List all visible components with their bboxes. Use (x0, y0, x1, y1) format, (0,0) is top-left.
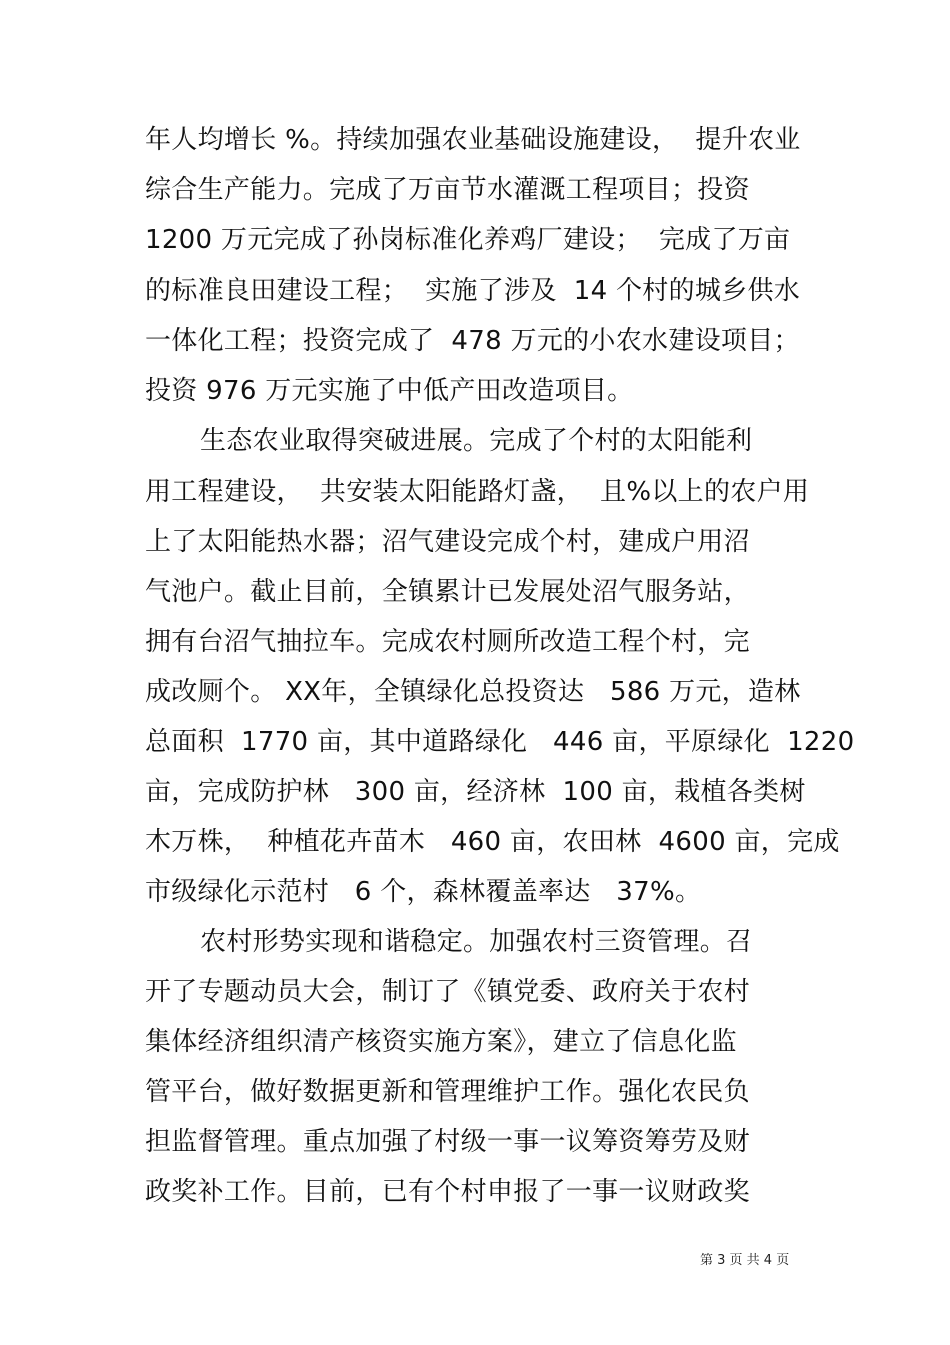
text-line: 年人均增长 %。持续加强农业基础设施建设， 提升农业 (145, 125, 801, 155)
text-line: 政奖补工作。目前，已有个村申报了一事一议财政奖 (145, 1177, 750, 1207)
text-line: 农村形势实现和谐稳定。加强农村三资管理。召 (200, 927, 753, 957)
text-line: 综合生产能力。完成了万亩节水灌溉工程项目；投资 (145, 175, 750, 205)
text-line: 气池户。截止目前，全镇累计已发展处沼气服务站， (145, 577, 750, 607)
text-line: 市级绿化示范村 6 个，森林覆盖率达 37%。 (145, 877, 702, 907)
text-line: 1200 万元完成了孙岗标准化养鸡厂建设； 完成了万亩 (145, 225, 791, 255)
text-line: 开了专题动员大会，制订了《镇党委、政府关于农村 (145, 977, 750, 1007)
text-line: 亩，完成防护林 300 亩，经济林 100 亩，栽植各类树 (145, 777, 806, 807)
text-line: 木万株， 种植花卉苗木 460 亩，农田林 4600 亩，完成 (145, 827, 840, 857)
text-line: 集体经济组织清产核资实施方案》，建立了信息化监 (145, 1027, 737, 1057)
text-line: 投资 976 万元实施了中低产田改造项目。 (145, 376, 634, 406)
text-line: 拥有台沼气抽拉车。完成农村厕所改造工程个村，完 (145, 627, 750, 657)
page-number: 第 3 页 共 4 页 (700, 1253, 790, 1268)
text-line: 用工程建设， 共安装太阳能路灯盏， 且%以上的农户用 (145, 477, 810, 507)
text-line: 一体化工程；投资完成了 478 万元的小农水建设项目； (145, 326, 800, 356)
text-line: 成改厕个。 XX年，全镇绿化总投资达 586 万元，造林 (145, 677, 801, 707)
text-line: 的标准良田建设工程； 实施了涉及 14 个村的城乡供水 (145, 276, 801, 306)
text-line: 管平台，做好数据更新和管理维护工作。强化农民负 (145, 1077, 750, 1107)
text-line: 总面积 1770 亩，其中道路绿化 446 亩，平原绿化 1220 (145, 727, 855, 757)
text-line: 生态农业取得突破进展。完成了个村的太阳能利 (200, 426, 753, 456)
text-line: 上了太阳能热水器；沼气建设完成个村，建成户用沼 (145, 527, 750, 557)
text-line: 担监督管理。重点加强了村级一事一议筹资筹劳及财 (145, 1127, 750, 1157)
